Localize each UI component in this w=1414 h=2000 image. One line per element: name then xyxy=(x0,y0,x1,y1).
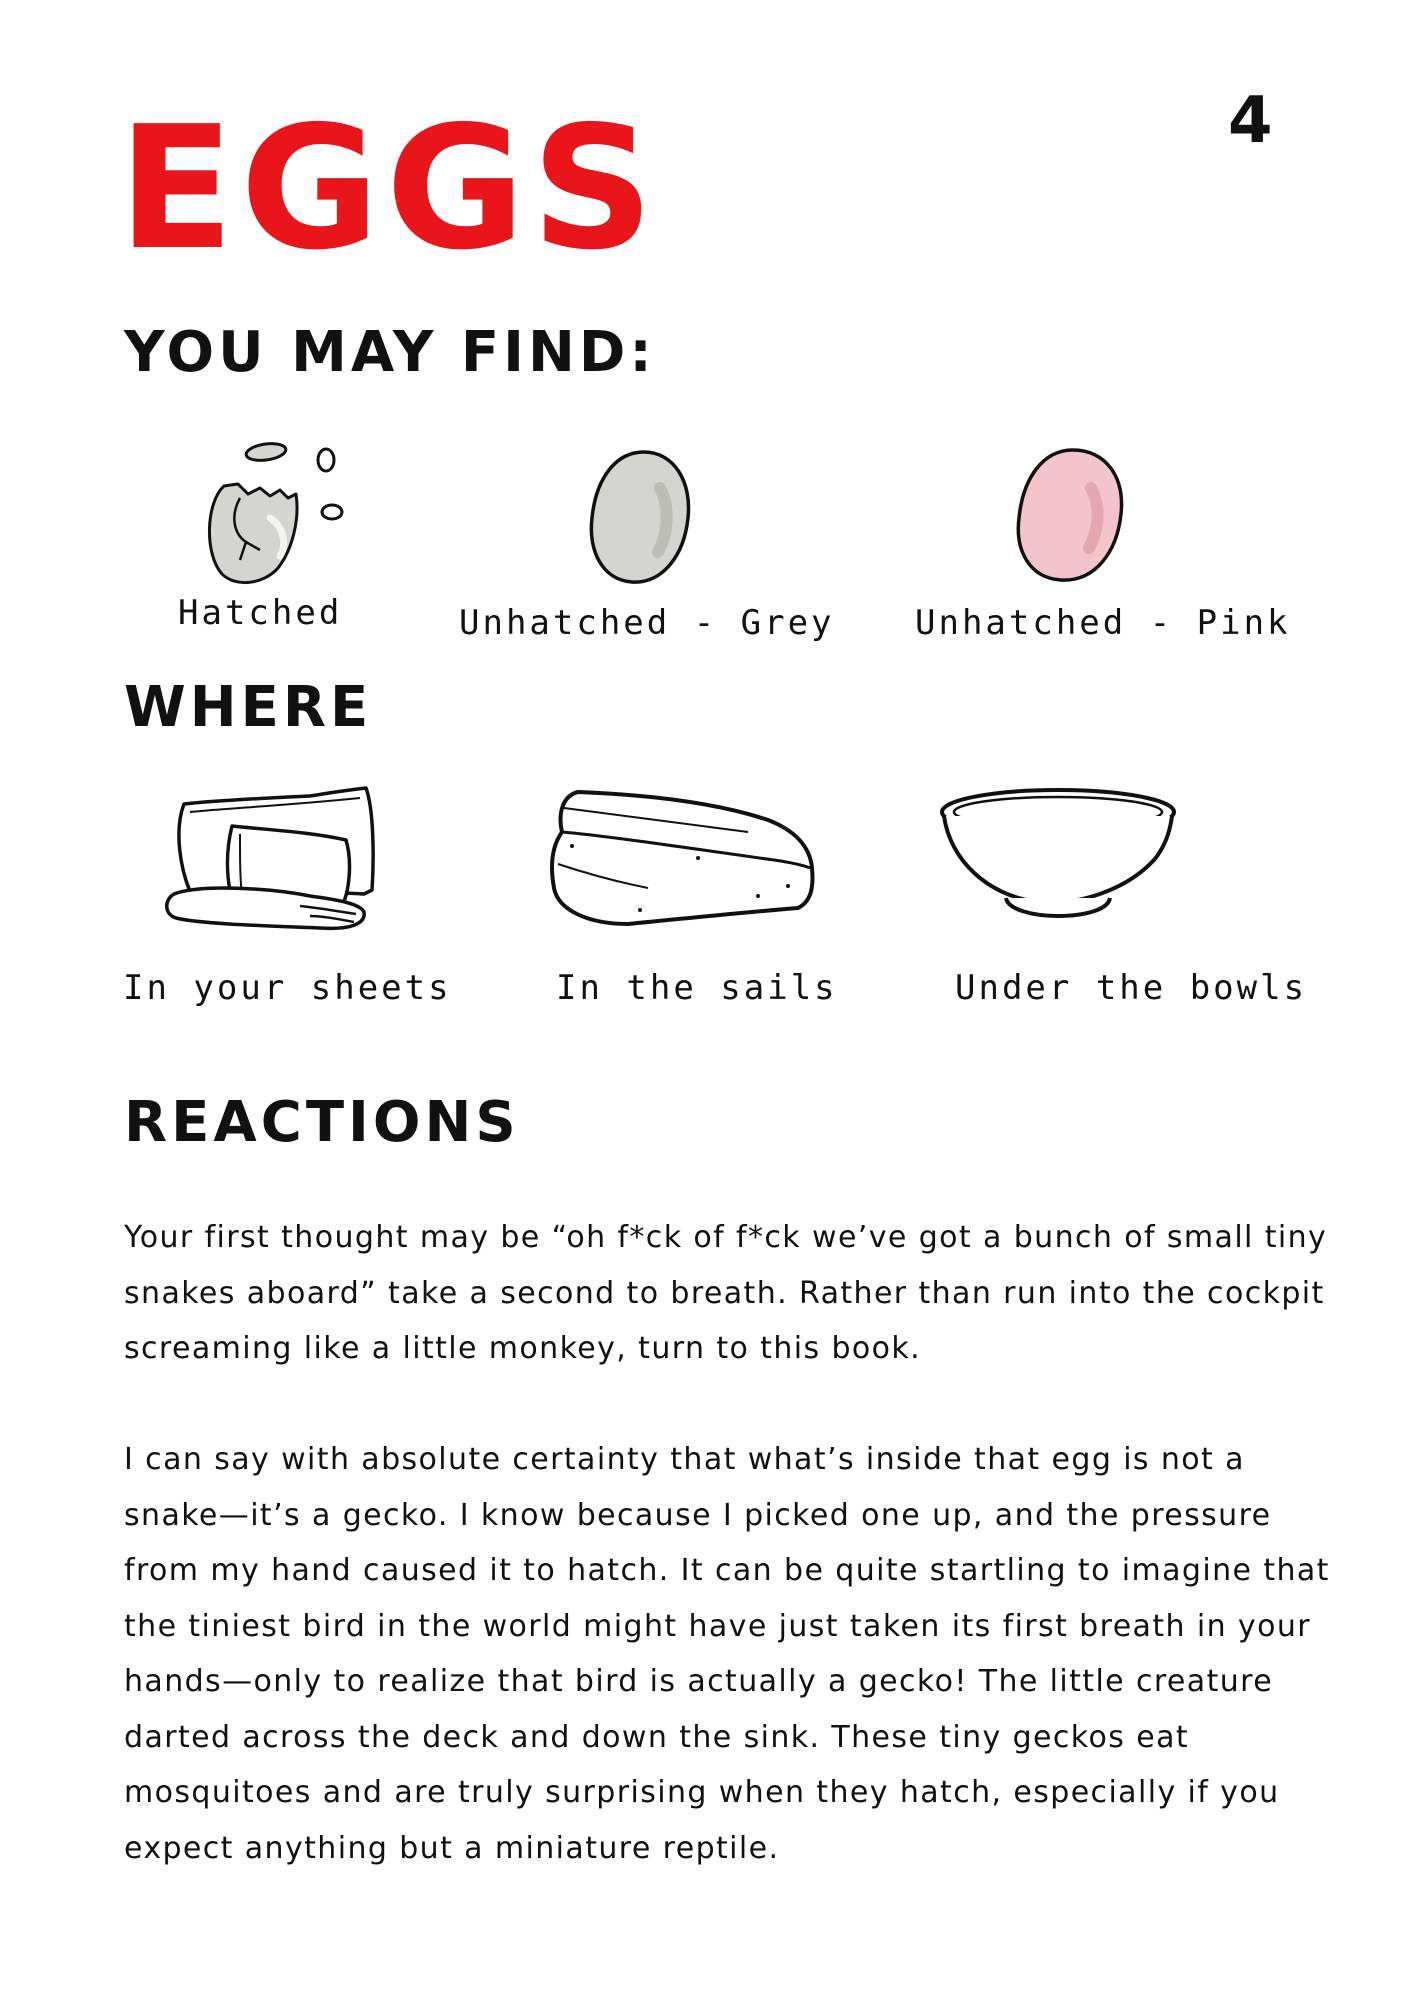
where-heading: WHERE xyxy=(124,675,373,740)
caption-sheets: In your sheets xyxy=(123,968,452,1008)
bed-sheets-icon xyxy=(160,780,380,940)
grey-egg-icon xyxy=(586,448,696,588)
hatched-egg-icon xyxy=(200,438,350,588)
caption-grey: Unhatched - Grey xyxy=(459,603,835,643)
reactions-heading: REACTIONS xyxy=(124,1090,520,1155)
find-heading: YOU MAY FIND: xyxy=(124,320,656,385)
reactions-paragraph-1: Your first thought may be “oh f*ck of f*ck we’ve got a bunch of small tiny snakes aboard” take a second to breath. Rather than run into the cockpit screaming like a little monkey, turn to this book. xyxy=(124,1220,1328,1366)
page-number: 4 xyxy=(1228,84,1273,158)
caption-pink: Unhatched - Pink xyxy=(915,603,1291,643)
caption-hatched: Hatched xyxy=(178,593,343,633)
bowl-icon xyxy=(938,786,1178,922)
caption-bowls: Under the bowls xyxy=(955,968,1308,1008)
folded-sails-icon xyxy=(548,784,816,934)
pink-egg-icon xyxy=(1013,446,1128,586)
page-title: EGGS xyxy=(118,90,660,288)
reactions-paragraph-2: I can say with absolute certainty that what’s inside that egg is not a snake—it’s a gecko. I know because I picked one up, and the pressure from my hand caused it to hatch. It can be quite startling to imagine that the tiniest bird in the world might have just taken its first breath in your hands—only to realize that bird is actually a gecko! The little creature darted across the deck and down the sink. These tiny geckos eat mosquitoes and are truly surprising when they hatch, especially if you expect anything but a miniature reptile. xyxy=(124,1442,1330,1866)
caption-sails: In the sails xyxy=(556,968,838,1008)
